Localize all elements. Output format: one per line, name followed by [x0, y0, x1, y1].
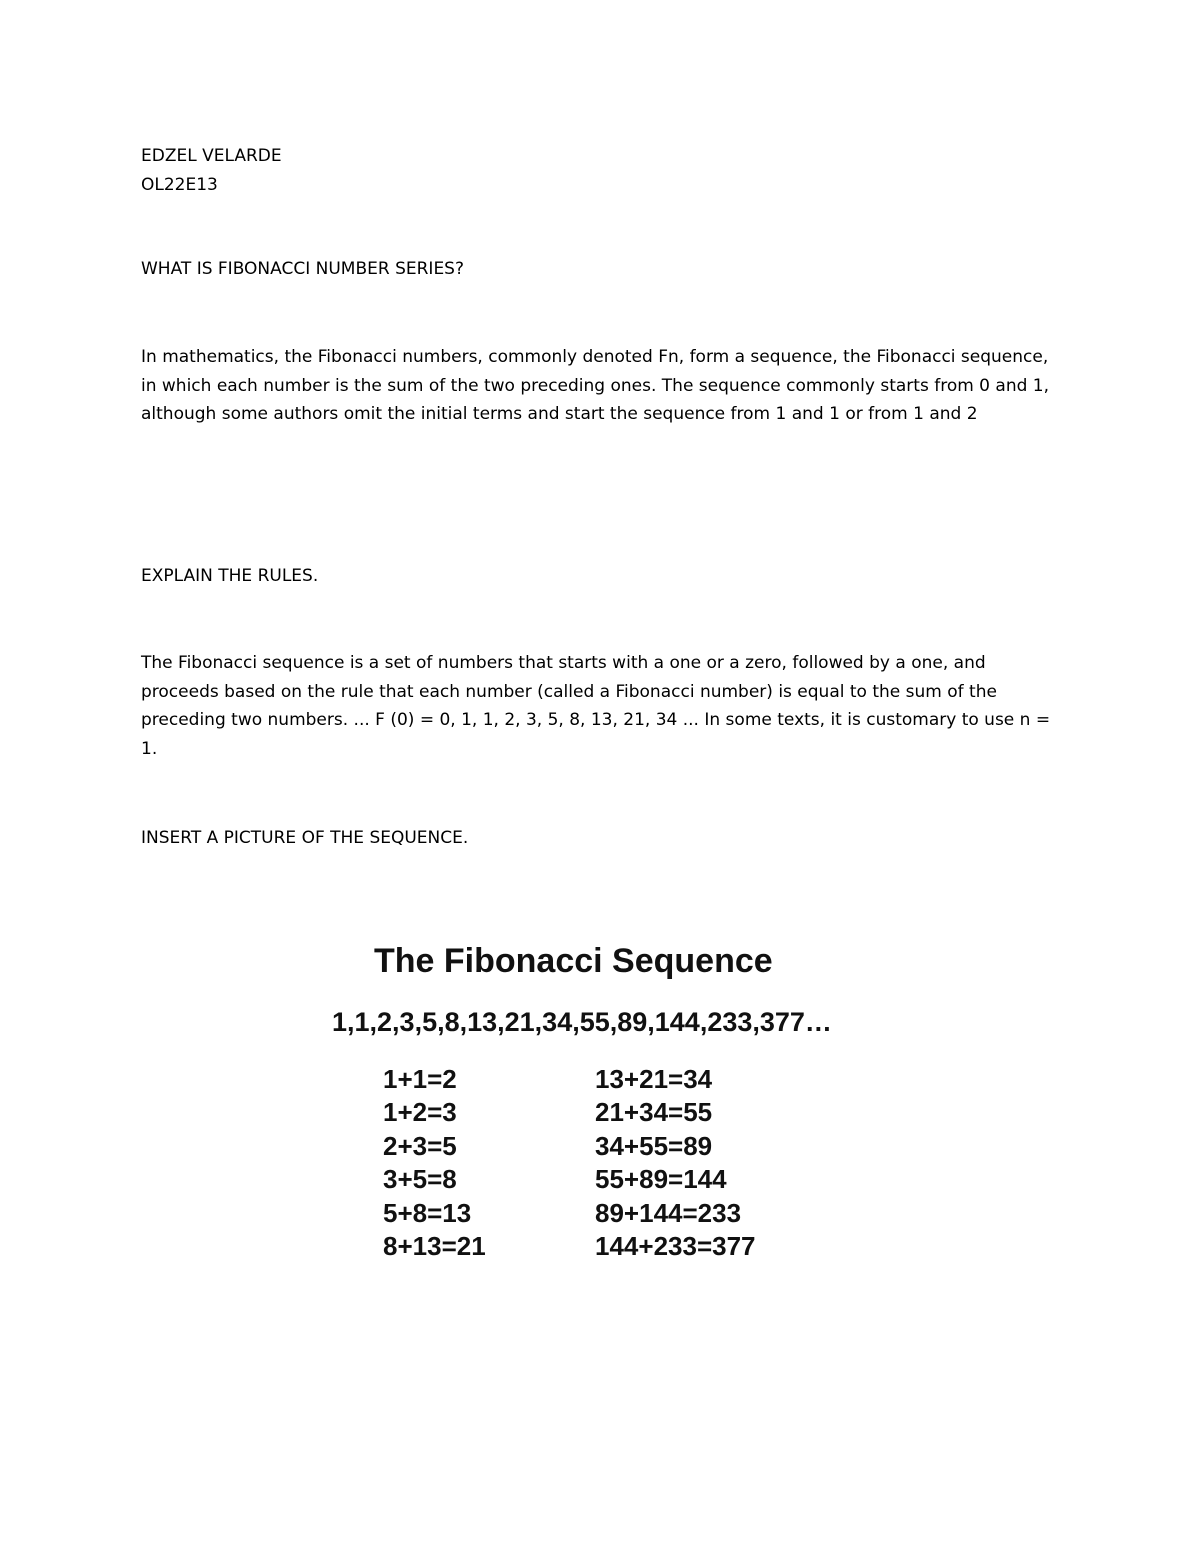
right-sum-list — [595, 1063, 756, 1263]
question-insert-picture: INSERT A PICTURE OF THE SEQUENCE. — [141, 828, 469, 848]
sum-line: 2+3=5 — [383, 1130, 457, 1161]
fibonacci-sequence-picture — [300, 935, 900, 1275]
sum-line: 55+89=144 — [595, 1164, 727, 1195]
course-code: OL22E13 — [141, 175, 218, 195]
sum-line: 13+21=34 — [595, 1064, 713, 1094]
figure-sequence: 1,1,2,3,5,8,13,21,34,55,89,144,233,377… — [332, 1007, 832, 1037]
sum-line: 21+34=55 — [595, 1097, 713, 1128]
left-sum-list — [383, 1063, 486, 1263]
sum-line: 3+5=8 — [383, 1164, 457, 1195]
sum-line: 1+1=2 — [383, 1064, 457, 1094]
sum-line: 1+2=3 — [383, 1097, 457, 1128]
question-fibonacci-series: WHAT IS FIBONACCI NUMBER SERIES? — [141, 259, 464, 279]
sum-line: 34+55=89 — [595, 1130, 713, 1161]
figure-title: The Fibonacci Sequence — [374, 942, 773, 980]
sum-line: 8+13=21 — [383, 1231, 486, 1262]
question-explain-rules: EXPLAIN THE RULES. — [141, 566, 319, 586]
answer-fibonacci-series: In mathematics, the Fibonacci numbers, commonly denoted Fn, form a sequence, the Fibonacci sequence, in which each number is the sum of the two preceding ones. The sequence commonly starts from 0 and 1, although some authors omit the initial terms and start the sequence from 1 and 1 or from 1 and 2 — [141, 347, 1050, 424]
sum-line: 5+8=13 — [383, 1197, 472, 1228]
answer-explain-rules: The Fibonacci sequence is a set of numbers that starts with a one or a zero, followed by a one, and proceeds based on the rule that each number (called a Fibonacci number) is equal to the sum of the preceding two numbers. ... F (0) = 0, 1, 1, 2, 3, 5, 8, 13, 21, 34 ... In some texts, it is customary to use n = 1. — [141, 653, 1051, 759]
sum-line: 89+144=233 — [595, 1197, 742, 1228]
author-name: EDZEL VELARDE — [141, 146, 282, 166]
sum-line: 144+233=377 — [595, 1231, 756, 1262]
